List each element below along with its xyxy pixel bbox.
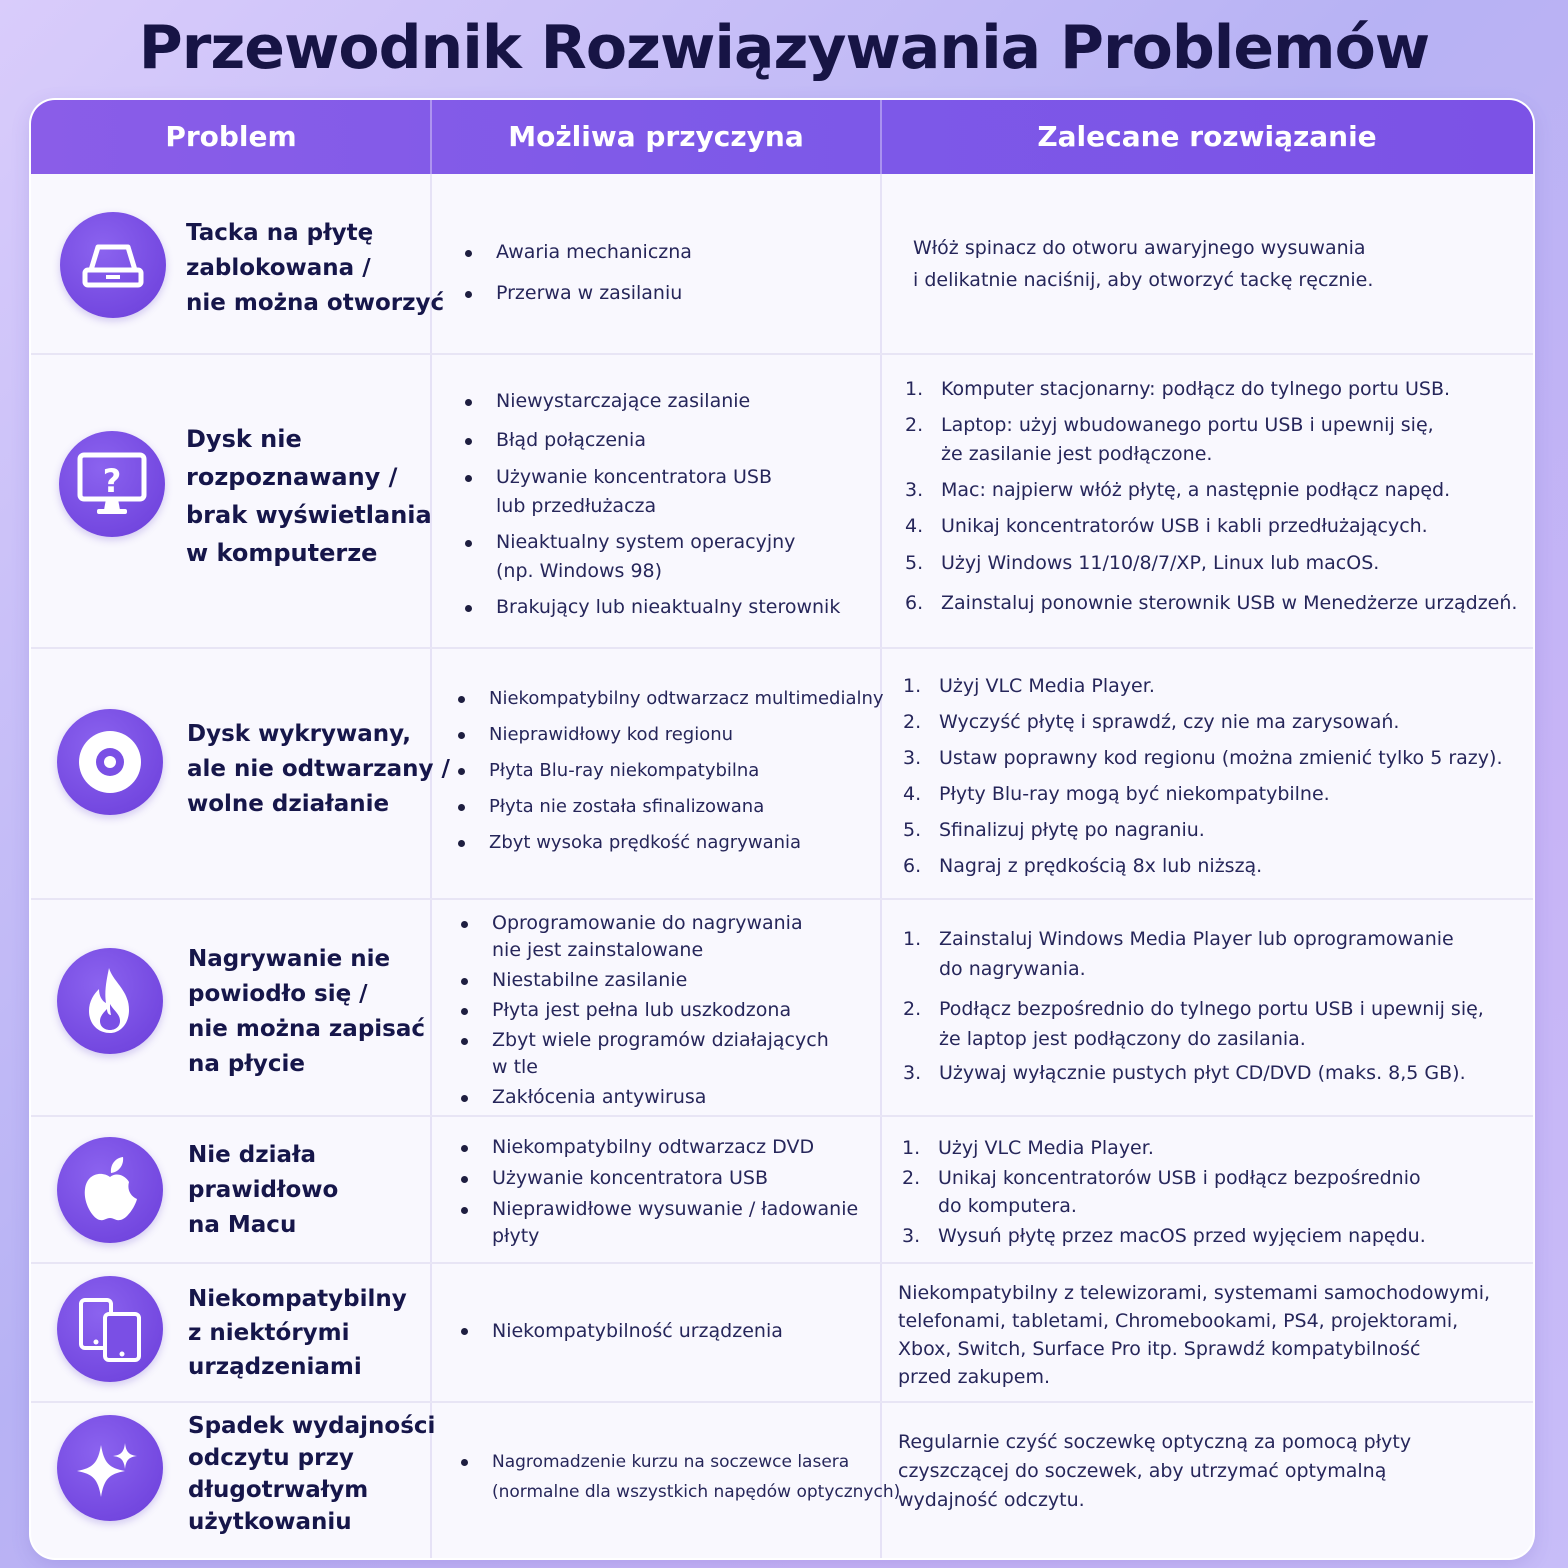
problem-title: Niekompatybilny z niektórymi urządzeniami	[188, 1286, 407, 1380]
list-item: Zbyt wiele programów działających w tle	[458, 1027, 829, 1081]
list-item: 3. Wysuń płytę przez macOS przed wyjęciem napędu.	[902, 1225, 1426, 1247]
problem-title: Nie działa prawidłowo na Macu	[188, 1142, 339, 1238]
header-problem: Problem	[165, 120, 297, 153]
cause-list	[458, 1134, 858, 1250]
list-item: 1. Użyj VLC Media Player.	[902, 1137, 1154, 1159]
solution-list	[905, 375, 1517, 618]
table-row	[31, 1117, 1533, 1264]
solution-list	[903, 924, 1484, 1088]
troubleshooting-table	[31, 100, 1533, 1558]
list-item: 2. Podłącz bezpośrednio do tylnego portu USB i upewnij się, że laptop jest podłączony do zasilania.	[903, 998, 1484, 1050]
table-row	[31, 1264, 1533, 1403]
list-item: Niekompatybilność urządzenia	[458, 1316, 783, 1346]
header-divider	[880, 100, 882, 174]
list-item: Nagromadzenie kurzu na soczewce lasera (normalne dla wszystkich napędów optycznych)	[458, 1447, 900, 1507]
cause-list	[458, 910, 829, 1111]
list-item: 4. Płyty Blu-ray mogą być niekompatybilne.	[903, 783, 1330, 805]
list-item: 1. Zainstaluj Windows Media Player lub oprogramowanie do nagrywania.	[903, 928, 1454, 980]
list-item: Niestabilne zasilanie	[458, 967, 829, 994]
list-item: Niewystarczające zasilanie	[462, 387, 840, 416]
list-item: Używanie koncentratora USB	[458, 1165, 858, 1192]
table-row	[31, 900, 1533, 1117]
list-item: 2. Unikaj koncentratorów USB i podłącz bezpośrednio do komputera.	[902, 1167, 1421, 1217]
list-item: Nieprawidłowy kod regionu	[455, 717, 884, 753]
list-item: 6. Nagraj z prędkością 8x lub niższą.	[903, 855, 1263, 877]
cause-list	[458, 1447, 900, 1507]
list-item: Przerwa w zasilaniu	[462, 273, 692, 314]
flame-icon	[57, 948, 163, 1054]
problem-title: Dysk wykrywany, ale nie odtwarzany / wolne działanie	[187, 721, 450, 817]
solution-list	[903, 668, 1502, 884]
table-row	[31, 174, 1533, 355]
sparkles-icon	[57, 1415, 163, 1521]
problem-title: Tacka na płytę zablokowana / nie można otworzyć	[186, 220, 445, 316]
list-item: 2. Laptop: użyj wbudowanego portu USB i upewnij się, że zasilanie jest podłączone.	[905, 414, 1434, 465]
monitor-question-icon	[59, 431, 165, 537]
disc-icon	[57, 709, 163, 815]
list-item: 5. Sfinalizuj płytę po nagraniu.	[903, 819, 1205, 841]
list-item: 3. Używaj wyłącznie pustych płyt CD/DVD (maks. 8,5 GB).	[903, 1062, 1466, 1084]
list-item: Brakujący lub nieaktualny sterownik	[462, 593, 840, 622]
list-item: Oprogramowanie do nagrywania nie jest zainstalowane	[458, 910, 829, 964]
list-item: 5. Użyj Windows 11/10/8/7/XP, Linux lub macOS.	[905, 552, 1380, 574]
list-item: Zbyt wysoka prędkość nagrywania	[455, 825, 884, 861]
list-item: 3. Ustaw poprawny kod regionu (można zmienić tylko 5 razy).	[903, 747, 1503, 769]
list-item: 1. Użyj VLC Media Player.	[903, 675, 1155, 697]
list-item: 4. Unikaj koncentratorów USB i kabli przedłużających.	[905, 515, 1428, 537]
list-item: Płyta jest pełna lub uszkodzona	[458, 997, 829, 1024]
cause-list	[462, 232, 692, 314]
devices-icon	[57, 1276, 163, 1382]
apple-icon	[57, 1137, 163, 1243]
problem-title: Dysk nie rozpoznawany / brak wyświetlania w komputerze	[186, 425, 432, 567]
list-item: Zakłócenia antywirusa	[458, 1084, 829, 1111]
header-cause: Możliwa przyczyna	[508, 120, 804, 153]
cause-list	[462, 387, 840, 622]
problem-title: Nagrywanie nie powiodło się / nie można zapisać na płycie	[188, 946, 426, 1077]
list-item: Nieaktualny system operacyjny (np. Windows 98)	[462, 528, 840, 586]
list-item: 6. Zainstaluj ponownie sterownik USB w Menedżerze urządzeń.	[905, 592, 1518, 614]
list-item: Nieprawidłowe wysuwanie / ładowanie płyty	[458, 1196, 858, 1250]
cause-list	[455, 681, 884, 861]
cause-list	[458, 1316, 783, 1346]
disc-drive-icon	[60, 212, 166, 318]
list-item: 1. Komputer stacjonarny: podłącz do tylnego portu USB.	[905, 378, 1451, 400]
solution-list	[902, 1134, 1426, 1250]
list-item: Niekompatybilny odtwarzacz DVD	[458, 1134, 858, 1161]
list-item: Używanie koncentratora USB lub przedłużacza	[462, 463, 840, 521]
problem-title: Spadek wydajności odczytu przy długotrwałym użytkowaniu	[188, 1413, 436, 1535]
list-item: Awaria mechaniczna	[462, 232, 692, 273]
table-header	[31, 100, 1533, 174]
header-divider	[430, 100, 432, 174]
page-title: Przewodnik Rozwiązywania Problemów	[138, 13, 1430, 83]
list-item: Niekompatybilny odtwarzacz multimedialny	[455, 681, 884, 717]
list-item: Płyta Blu-ray niekompatybilna	[455, 753, 884, 789]
svg-text:?: ?	[102, 462, 122, 500]
list-item: Płyta nie została sfinalizowana	[455, 789, 884, 825]
list-item: 2. Wyczyść płytę i sprawdź, czy nie ma zarysowań.	[903, 711, 1400, 733]
header-solution: Zalecane rozwiązanie	[1037, 120, 1377, 153]
table-row	[31, 355, 1533, 649]
solution-text: Regularnie czyść soczewkę optyczną za pomocą płyty czyszczącej do soczewek, aby utrzymać optymalną wydajność odczytu.	[898, 1431, 1412, 1511]
list-item: Błąd połączenia	[462, 426, 840, 455]
table-row	[31, 1403, 1533, 1558]
solution-text: Włóż spinacz do otworu awaryjnego wysuwania i delikatnie naciśnij, aby otworzyć tackę ręcznie.	[913, 237, 1374, 291]
solution-text: Niekompatybilny z telewizorami, systemami samochodowymi, telefonami, tabletami, Chromebookami, PS4, projektorami, Xbox, Switch, Surface Pro itp. Sprawdź kompatybilność przed zakupem.	[898, 1282, 1491, 1388]
table-row	[31, 649, 1533, 900]
list-item: 3. Mac: najpierw włóż płytę, a następnie podłącz napęd.	[905, 479, 1451, 501]
